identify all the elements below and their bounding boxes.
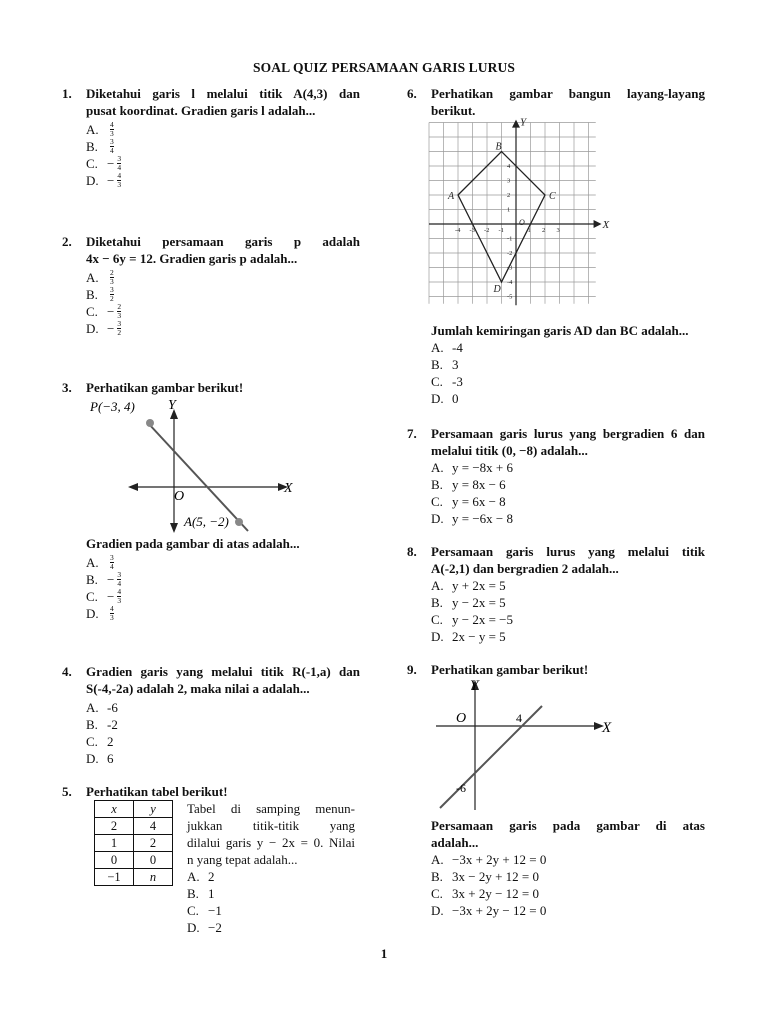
fraction-numerator: 3 [110, 137, 114, 146]
question-text-line: Gradien garis yang melalui titik R(-1,a) dan [86, 664, 360, 679]
question-text-line: Diketahui garis l melalui titik A(4,3) dan [86, 86, 360, 101]
question-text-line: S(-4,-2a) adalah 2, maka nilai a adalah... [86, 681, 310, 696]
option-fraction [110, 554, 114, 571]
option-letter: D. [431, 629, 444, 644]
question-text-line: Perhatikan gambar berikut! [86, 380, 244, 395]
page-number: 1 [380, 946, 388, 961]
answer-option [431, 493, 705, 510]
table-cell: 4 [134, 818, 173, 835]
question-number: 5. [62, 784, 72, 799]
option-text: 2 [107, 734, 114, 749]
option-fraction [110, 269, 114, 286]
option-letter: B. [431, 477, 443, 492]
option-letter: B. [86, 139, 98, 154]
y-tick-label: -3 [507, 264, 513, 272]
table-header-row [95, 801, 173, 818]
q3-line-figure [88, 395, 310, 535]
question-number: 9. [407, 662, 417, 677]
point-p-label: P(−3, 4) [90, 399, 135, 414]
y-tick-label: 4 [507, 163, 511, 170]
answer-option [431, 476, 705, 493]
fraction-denominator: 4 [110, 146, 114, 155]
option-text: 1 [208, 886, 215, 901]
option-letter: B. [431, 869, 443, 884]
y-tick-label: 3 [507, 177, 511, 185]
y-axis-arrow [512, 120, 520, 128]
table-cell: 1 [95, 835, 134, 852]
answer-option [431, 628, 705, 645]
origin-label: O [174, 489, 185, 504]
option-fraction [117, 588, 121, 605]
option-text: -2 [107, 717, 118, 732]
question-1 [62, 85, 360, 189]
fraction-numerator: 4 [117, 171, 122, 180]
option-letter: C. [431, 494, 443, 509]
fraction-numerator: 4 [110, 120, 114, 129]
option-text: -4 [452, 340, 463, 355]
table-cell: 0 [134, 852, 173, 869]
x-axis-label: X [602, 219, 610, 231]
x-intercept-label: 4 [516, 711, 522, 725]
answer-option [431, 868, 705, 885]
question-number: 1. [62, 86, 72, 101]
options [431, 851, 705, 919]
table-cell: n [134, 869, 173, 886]
fraction-denominator: 3 [117, 180, 122, 189]
option-letter: A. [431, 578, 444, 593]
question-text-line: Perhatikan tabel berikut! [86, 784, 228, 799]
options [187, 868, 355, 936]
q5-table [94, 800, 173, 886]
option-letter: B. [187, 886, 199, 901]
option-letter: C. [431, 886, 443, 901]
answer-option [86, 733, 360, 750]
option-fraction [117, 303, 121, 320]
x-tick-label: -4 [455, 227, 461, 234]
y-tick-label: -5 [507, 293, 513, 301]
answer-option [431, 390, 705, 407]
fraction-denominator: 2 [110, 294, 114, 303]
fraction-denominator: 3 [110, 277, 114, 286]
origin-label: O [456, 711, 467, 726]
fraction-numerator: 3 [117, 570, 122, 579]
question-text-line: Persamaan garis pada gambar di atas [431, 818, 705, 833]
answer-option [431, 611, 705, 628]
question-text-line: Gradien pada gambar di atas adalah... [86, 536, 300, 551]
option-text: 6 [107, 751, 114, 766]
question-7 [407, 425, 705, 527]
option-letter: A. [431, 340, 444, 355]
option-text: −1 [208, 903, 222, 918]
answer-option [187, 919, 355, 936]
option-letter: D. [86, 751, 99, 766]
option-text: 0 [452, 391, 459, 406]
option-letter: A. [187, 869, 200, 884]
table-header-cell: x [95, 801, 134, 818]
answer-option [431, 356, 705, 373]
table-row [95, 869, 173, 886]
vertex-a-label: A [448, 191, 455, 202]
x-axis-arrow [594, 220, 602, 228]
option-fraction [110, 286, 114, 303]
page-title: SOAL QUIZ PERSAMAAN GARIS LURUS [253, 60, 515, 75]
answer-option [187, 902, 355, 919]
option-text: 2x − y = 5 [452, 629, 506, 644]
option-text: y − 2x = 5 [452, 595, 506, 610]
answer-option [431, 902, 705, 919]
question-text-line: 4x − 6y = 12. Gradien garis p adalah... [86, 251, 298, 266]
fraction-numerator: 3 [117, 319, 122, 328]
fraction-numerator: 2 [110, 268, 114, 277]
answer-option [86, 121, 360, 138]
table-cell: −1 [95, 869, 134, 886]
option-fraction [110, 138, 114, 155]
option-letter: C. [86, 156, 98, 171]
y-intercept-label: -6 [456, 781, 466, 795]
answer-option [86, 172, 360, 189]
option-letter: A. [86, 122, 99, 137]
option-text: −2 [208, 920, 222, 935]
option-letter: D. [86, 173, 99, 188]
question-8 [407, 543, 705, 645]
question-number: 2. [62, 234, 72, 249]
answer-option [187, 868, 355, 885]
answer-option [187, 885, 355, 902]
option-letter: D. [187, 920, 200, 935]
vertex-b-label: B [495, 141, 502, 153]
answer-option [86, 155, 360, 172]
question-text-line: Persamaan garis lurus yang bergradien 6 dan [431, 426, 705, 441]
point-p [146, 419, 154, 427]
description-line: n yang tepat adalah... [187, 852, 298, 867]
options [431, 339, 705, 407]
point-a [235, 518, 243, 526]
y-tick-label: -4 [507, 279, 513, 286]
fraction-denominator: 4 [117, 579, 122, 588]
answer-option [431, 459, 705, 476]
description-line: dilalui garis y − 2x = 0. Nilai [187, 835, 355, 850]
option-text: y = 6x − 8 [452, 494, 506, 509]
option-fraction [117, 320, 121, 337]
question-5 [62, 783, 360, 800]
option-text: −3x + 2y + 12 = 0 [452, 852, 547, 867]
option-letter: A. [431, 460, 444, 475]
option-letter: C. [86, 734, 98, 749]
question-text-line: berikut. [431, 103, 476, 118]
x-tick-label: -1 [498, 227, 504, 234]
point-a-label: A(5, −2) [184, 514, 229, 529]
answer-option [431, 851, 705, 868]
answer-option [431, 885, 705, 902]
description-line: Tabel di samping menun- [187, 801, 355, 816]
options [86, 121, 360, 189]
fraction-denominator: 3 [110, 613, 114, 622]
answer-option [86, 286, 360, 303]
option-letter: D. [86, 606, 99, 621]
answer-option [86, 303, 360, 320]
option-letter: C. [431, 374, 443, 389]
y-axis-label: Y [168, 398, 176, 413]
question-text-line: Perhatikan gambar bangun layang-layang [431, 86, 705, 101]
question-text-line: adalah... [431, 835, 479, 850]
question-text-line: Diketahui persamaan garis p adalah [86, 234, 360, 249]
table-header-cell: y [134, 801, 173, 818]
question-number: 4. [62, 664, 72, 679]
question-4 [62, 663, 360, 767]
table-row [95, 818, 173, 835]
x-tick-label: -3 [469, 227, 475, 234]
fraction-numerator: 4 [110, 604, 114, 613]
option-fraction [117, 571, 121, 588]
options [86, 699, 360, 767]
option-letter: A. [431, 852, 444, 867]
x-tick-label: 1 [527, 227, 531, 234]
fraction-denominator: 4 [117, 163, 122, 172]
option-letter: B. [86, 717, 98, 732]
options [86, 269, 360, 337]
y-tick-label: 1 [507, 206, 511, 214]
option-text: -3 [452, 374, 463, 389]
answer-option [86, 554, 360, 571]
table-cell: 2 [95, 818, 134, 835]
options [86, 554, 360, 622]
x-tick-label: 3 [556, 227, 560, 234]
question-number: 8. [407, 544, 417, 559]
table-row [95, 835, 173, 852]
option-letter: B. [86, 572, 98, 587]
option-letter: A. [86, 700, 99, 715]
table-row [95, 852, 173, 869]
option-letter: C. [86, 304, 98, 319]
option-sign: − [107, 173, 115, 188]
fraction-numerator: 3 [117, 154, 122, 163]
option-letter: C. [187, 903, 199, 918]
fraction-numerator: 2 [117, 302, 122, 311]
option-letter: C. [431, 612, 443, 627]
x-axis-label: X [284, 481, 293, 496]
question-number: 6. [407, 86, 417, 101]
y-axis-label: Y [470, 678, 479, 694]
answer-option [86, 750, 360, 767]
origin-label: O [519, 218, 525, 227]
y-tick-label: 2 [507, 192, 511, 199]
option-text: 3 [452, 357, 459, 372]
fraction-numerator: 3 [110, 285, 114, 294]
fraction-denominator: 3 [117, 596, 122, 605]
answer-option [431, 594, 705, 611]
question-6-body [407, 322, 705, 407]
option-text: y = −8x + 6 [452, 460, 513, 475]
vertex-c-label: C [549, 191, 556, 202]
answer-option [86, 605, 360, 622]
question-text-line: melalui titik (0, −8) adalah... [431, 443, 588, 458]
question-text-line: pusat koordinat. Gradien garis l adalah... [86, 103, 316, 118]
option-text: 3x − 2y + 12 = 0 [452, 869, 539, 884]
answer-option [431, 510, 705, 527]
answer-option [86, 320, 360, 337]
option-letter: C. [86, 589, 98, 604]
vertex-d-label: D [493, 284, 501, 295]
option-letter: A. [86, 270, 99, 285]
option-letter: A. [86, 555, 99, 570]
y-tick-label: -2 [507, 250, 513, 257]
option-text: y + 2x = 5 [452, 578, 506, 593]
description-line: jukkan titik-titik yang [187, 818, 355, 833]
question-text-line: Persamaan garis lurus yang melalui titik [431, 544, 705, 559]
question-2 [62, 233, 360, 337]
option-letter: B. [86, 287, 98, 302]
option-letter: B. [431, 595, 443, 610]
answer-option [86, 699, 360, 716]
question-text-line: Jumlah kemiringan garis AD dan BC adalah... [431, 323, 689, 338]
option-sign: − [107, 321, 115, 336]
question-number: 3. [62, 380, 72, 395]
q9-line-figure [430, 674, 620, 814]
option-fraction [117, 172, 121, 189]
y-axis-label: Y [520, 116, 527, 129]
fraction-numerator: 3 [110, 553, 114, 562]
y-axis-arrow-down [170, 523, 178, 533]
option-letter: D. [431, 391, 444, 406]
option-letter: D. [86, 321, 99, 336]
answer-option [431, 339, 705, 356]
option-letter: D. [431, 903, 444, 918]
question-5-description [187, 800, 355, 936]
fraction-denominator: 4 [110, 562, 114, 571]
y-tick-label: -1 [507, 235, 513, 243]
option-text: -6 [107, 700, 118, 715]
option-text: y = 8x − 6 [452, 477, 506, 492]
answer-option [86, 716, 360, 733]
question-text-line: A(-2,1) dan bergradien 2 adalah... [431, 561, 619, 576]
option-letter: D. [431, 511, 444, 526]
x-axis-arrow-left [128, 483, 138, 491]
fraction-numerator: 4 [117, 587, 122, 596]
answer-option [431, 577, 705, 594]
answer-option [86, 269, 360, 286]
option-text: y − 2x = −5 [452, 612, 513, 627]
question-text-line: Perhatikan gambar berikut! [431, 662, 589, 677]
question-6 [407, 85, 705, 119]
x-tick-label: -2 [484, 227, 490, 234]
option-sign: − [107, 304, 115, 319]
fraction-denominator: 3 [117, 311, 122, 320]
answer-option [86, 571, 360, 588]
option-text: y = −6x − 8 [452, 511, 513, 526]
options [431, 459, 705, 527]
option-fraction [117, 155, 121, 172]
option-sign: − [107, 156, 115, 171]
option-text: 2 [208, 869, 215, 884]
answer-option [431, 373, 705, 390]
question-3-body [62, 535, 360, 622]
answer-option [86, 138, 360, 155]
question-3 [62, 379, 360, 396]
options [431, 577, 705, 645]
option-fraction [110, 605, 114, 622]
question-number: 7. [407, 426, 417, 441]
option-sign: − [107, 572, 115, 587]
table-cell: 2 [134, 835, 173, 852]
answer-option [86, 588, 360, 605]
table-cell: 0 [95, 852, 134, 869]
x-tick-label: 2 [542, 227, 546, 234]
x-axis-label: X [602, 720, 612, 736]
option-letter: B. [431, 357, 443, 372]
q6-kite-figure [428, 116, 610, 310]
option-text: 3x + 2y − 12 = 0 [452, 886, 539, 901]
fraction-denominator: 3 [110, 129, 114, 138]
option-fraction [110, 121, 114, 138]
fraction-denominator: 2 [117, 328, 122, 337]
question-9-body [407, 817, 705, 919]
option-sign: − [107, 589, 115, 604]
option-text: −3x + 2y − 12 = 0 [452, 903, 547, 918]
